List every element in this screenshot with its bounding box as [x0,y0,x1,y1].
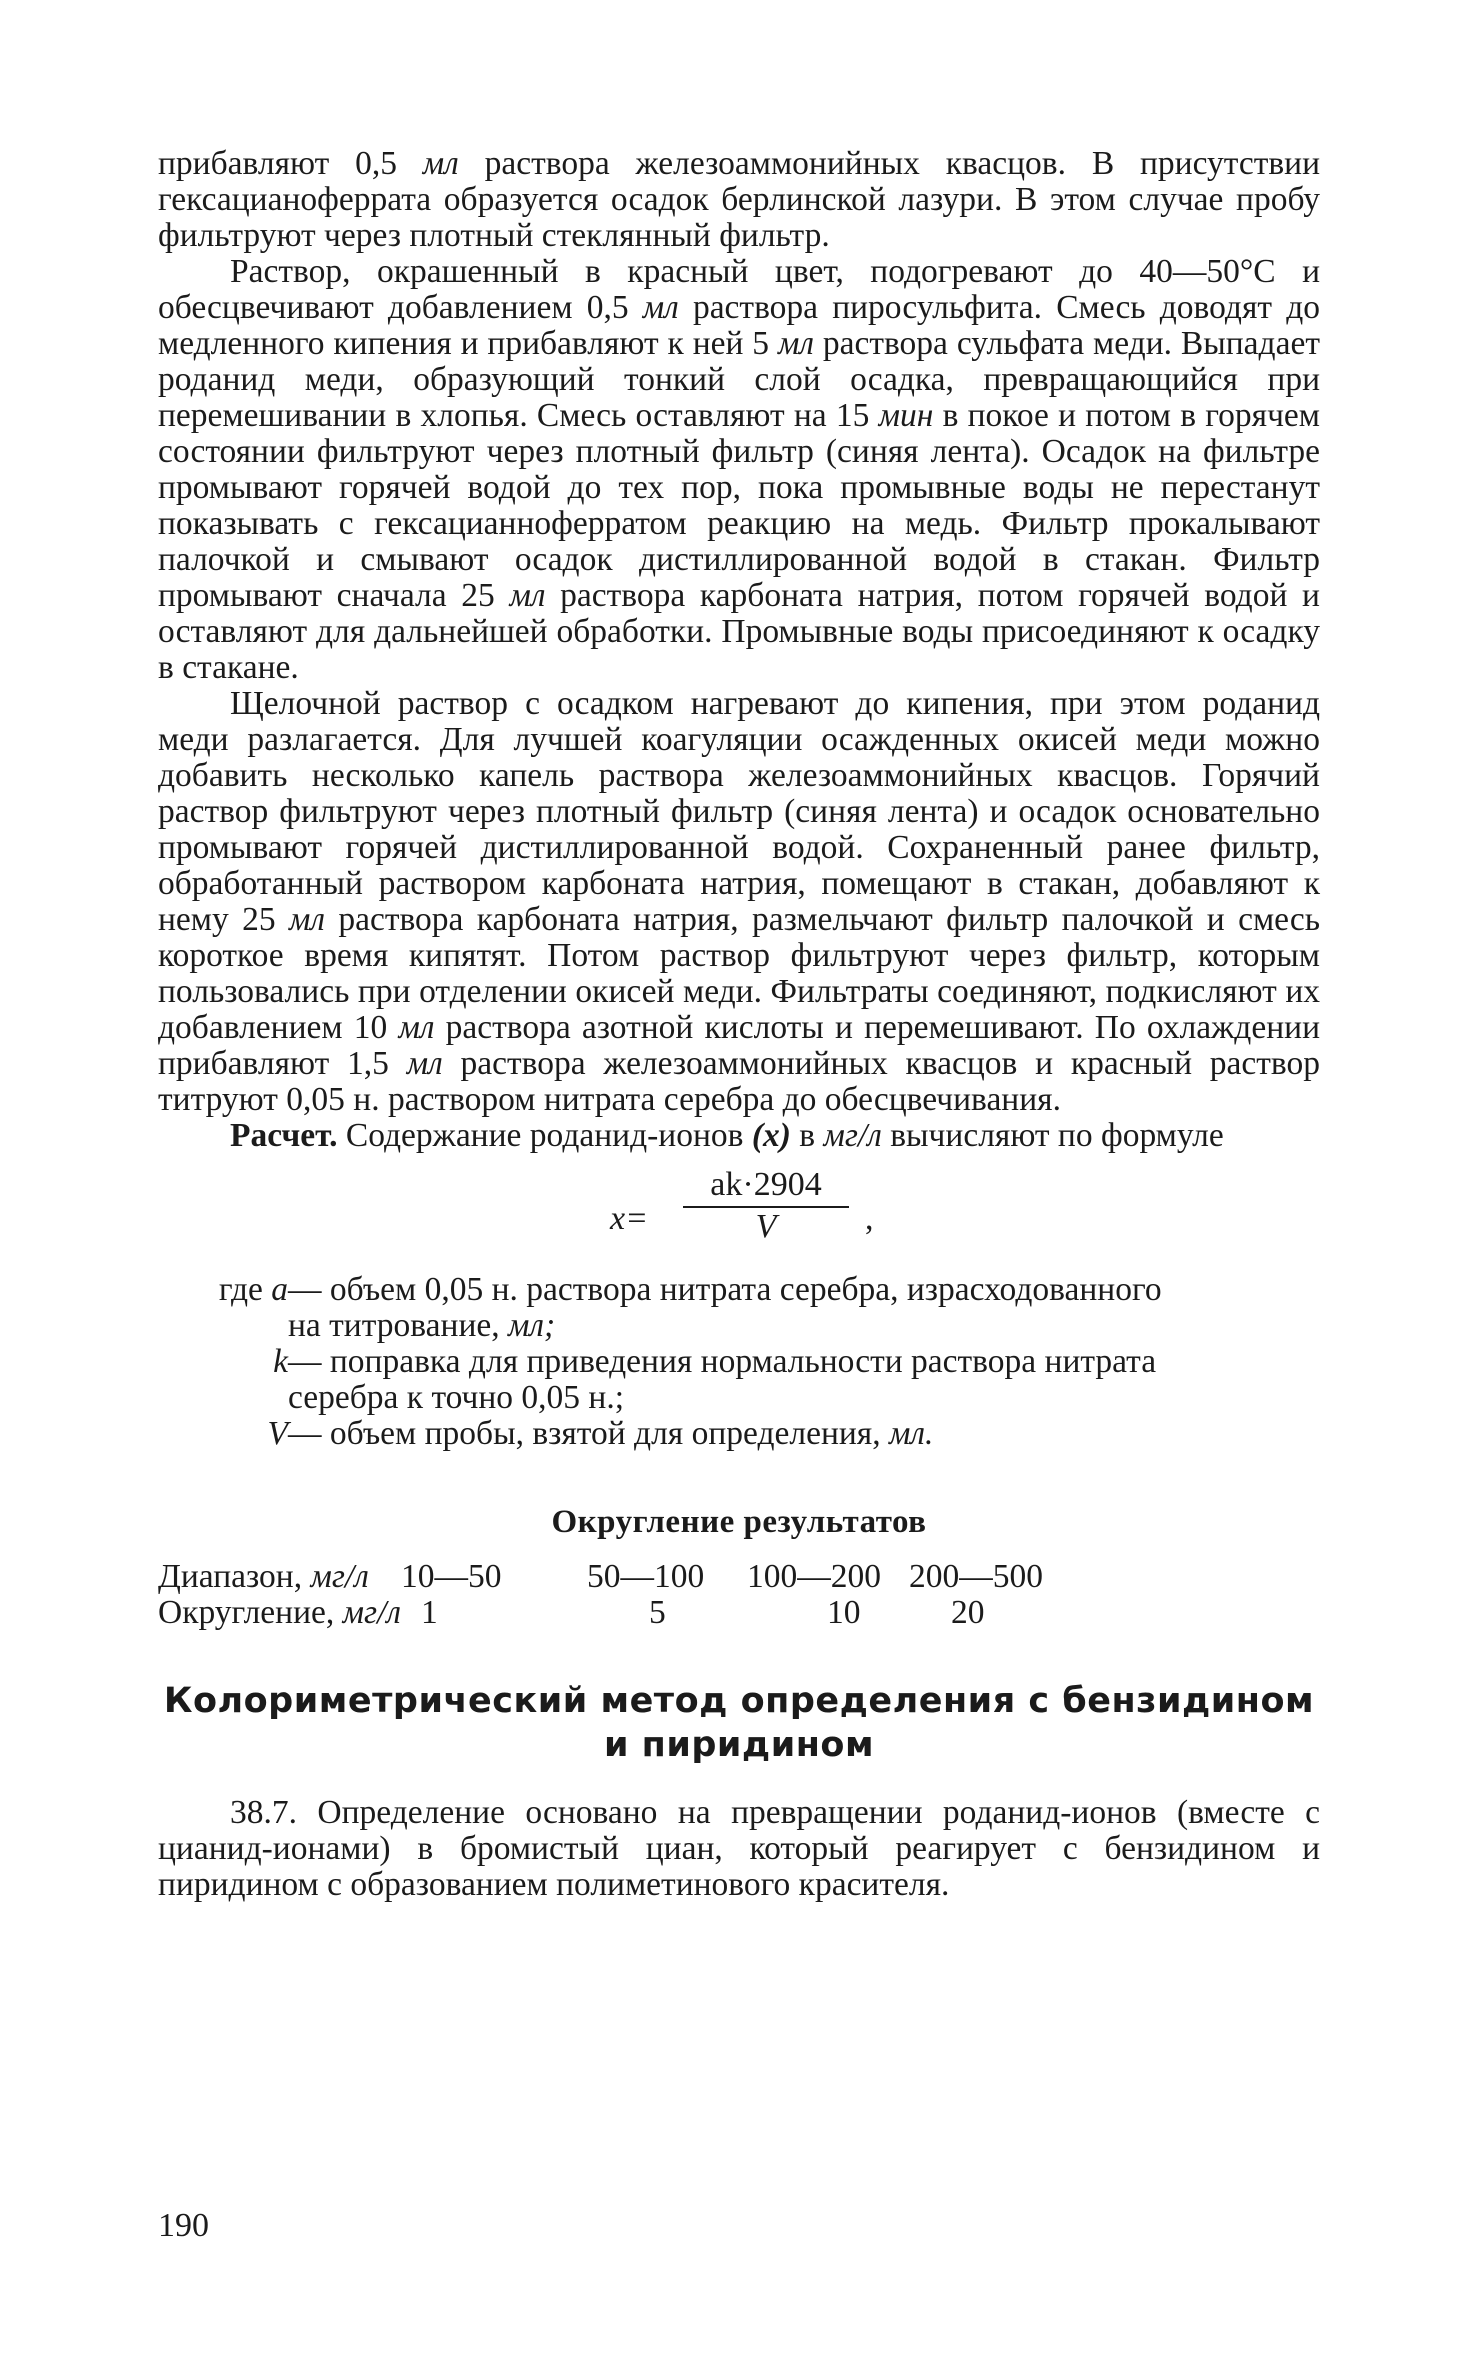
definition-a-cont [158,1308,1320,1344]
symbol-a: a [271,1271,288,1308]
text-run: раствора железоаммонийных квасцов. В присутствии гексацианоферрата образуется осадок берлинской лазури. В этом случае пробу фильтруют через плотный стеклянный фильтр. [158,145,1321,254]
definition-v [158,1416,1320,1452]
range-cell: 100—200 [747,1558,882,1595]
definition-k-cont: серебра к точно 0,05 н.; [288,1379,625,1416]
formula-denominator: V [755,1208,777,1245]
value-cell: 1 [421,1594,438,1631]
formula-numerator: ak·2904 [683,1166,849,1208]
text-run: Раствор, окрашенный в красный цвет, подогревают до 40—50°С и обесцвечивают добавлением 0,5 [158,253,1320,326]
text-run: Содержание роданид-ионов [337,1117,752,1154]
paragraph-1 [158,146,1320,254]
rounding-title: Округление результатов [551,1504,927,1540]
row-label [158,1595,401,1631]
section-title-line: Колориметрический метод определения с бензидином [163,1681,1315,1721]
unit: мл [509,577,546,614]
text-run: раствора азотной кислоты и перемешивают. По охлаждении прибавляют 1,5 [158,1009,1320,1082]
value-cell: 5 [649,1594,666,1631]
formula [158,1160,1320,1270]
text-run: раствора сульфата меди. Выпадает роданид меди, образующий тонкий слой осадка, превращающийся при перемешивании в хлопья. Смесь оставляют на 15 [158,325,1320,434]
formula-fraction [683,1166,849,1246]
text-run: в покое и потом в горячем состоянии фильтруют через плотный фильтр (синяя лента). Осадок на фильтре промывают горячей водой до тех пор, пока промывные воды не перестанут показывать с гексацианноферратом реакцию на медь. Фильтр прокалывают палочкой и смывают осадок дистиллированной водой в стакан. Фильтр промывают сначала 25 [158,397,1320,614]
section-paragraph [158,1795,1320,1903]
range-cell: 200—500 [909,1558,1044,1595]
definition-k [158,1344,1320,1380]
definition-text: — поправка для приведения нормальности раствора нитрата [288,1343,1157,1380]
where-lead: где [218,1271,272,1308]
text-run: раствора карбоната натрия, потом горячей водой и оставляют для дальнейшей обработки. Промывные воды присоединяют к осадку в стакане. [158,577,1320,686]
unit: мл [777,325,814,362]
paragraph-calculation [158,1118,1320,1154]
rounding-table [158,1559,1043,1631]
text-run: раствора железоаммонийных квасцов и красный раствор титруют 0,05 н. раствором нитрата серебра до обесцвечивания. [158,1045,1320,1118]
text-run: вычисляют по формуле [881,1117,1224,1154]
table-row [158,1595,1043,1631]
variable: (x) [751,1117,791,1154]
table-row [158,1559,1043,1595]
unit: мл [406,1045,443,1082]
bold-lead: Расчет. [230,1117,338,1154]
text-run: раствора пиросульфита. Смесь доводят до медленного кипения и прибавляют к ней 5 [158,289,1320,362]
variable-definitions [158,1272,1320,1452]
unit: мг/л [342,1594,402,1631]
row-label [158,1559,401,1595]
text-run: — объем пробы, взятой для определения, [288,1415,889,1452]
unit: мл [398,1009,435,1046]
unit: мг/л [310,1558,369,1595]
page-number: 190 [158,2207,209,2244]
section-title [158,1679,1320,1767]
symbol-v: V [267,1415,288,1452]
value-cell: 20 [951,1594,985,1631]
text-run: раствора карбоната натрия, размельчают фильтр палочкой и смесь короткое время кипятят. Потом раствор фильтруют через фильтр, которым пользовались при отделении окисей меди. Фильтраты соединяют, подкисляют их добавлением 10 [158,901,1320,1046]
formula-comma: , [865,1200,874,1237]
paragraph-2 [158,254,1320,686]
section-number: 38.7. [230,1794,297,1831]
definition-symbol [158,1272,288,1308]
unit: мг/л [823,1117,882,1154]
unit: мл [422,145,459,182]
label-text: Округление, [158,1594,343,1631]
definition-text: — объем 0,05 н. раствора нитрата серебра, израсходованного [288,1271,1162,1308]
text-run: прибавляют 0,5 [158,145,423,182]
value-cell: 10 [827,1594,861,1631]
symbol-k: k [273,1343,288,1380]
label-text: Диапазон, [158,1558,311,1595]
range-cell: 10—50 [401,1558,502,1595]
range-cell: 50—100 [587,1558,705,1595]
unit: мл. [888,1415,934,1452]
text-run: в [790,1117,824,1154]
text-run: Щелочной раствор с осадком нагревают до кипения, при этом роданид меди разлагается. Для лучшей коагуляции осажденных окисей меди можно добавить несколько капель раствора железоаммонийных квасцов. Горячий раствор фильтруют через плотный фильтр (синяя лента) и осадок основательно промывают горячей дистиллированной водой. Сохраненный ранее фильтр, обработанный раствором карбоната натрия, помещают в стакан, добавляют к нему 25 [158,685,1320,938]
definition-a [158,1272,1320,1308]
definition-text: на титрование, [288,1307,509,1344]
unit: мл [642,289,679,326]
unit: мл; [508,1307,556,1344]
unit: мин [878,397,934,434]
paragraph-3 [158,686,1320,1118]
page-body [158,146,1320,1903]
formula-lhs: x= [610,1200,649,1237]
definition-text [288,1416,1320,1452]
text-run: Определение основано на превращении роданид-ионов (вместе с цианид-ионами) в бромистый циан, который реагирует с бензидином и пиридином с образованием полиметинового красителя. [158,1794,1320,1903]
unit: мл [288,901,325,938]
section-title-line: и пиридином [603,1725,875,1765]
